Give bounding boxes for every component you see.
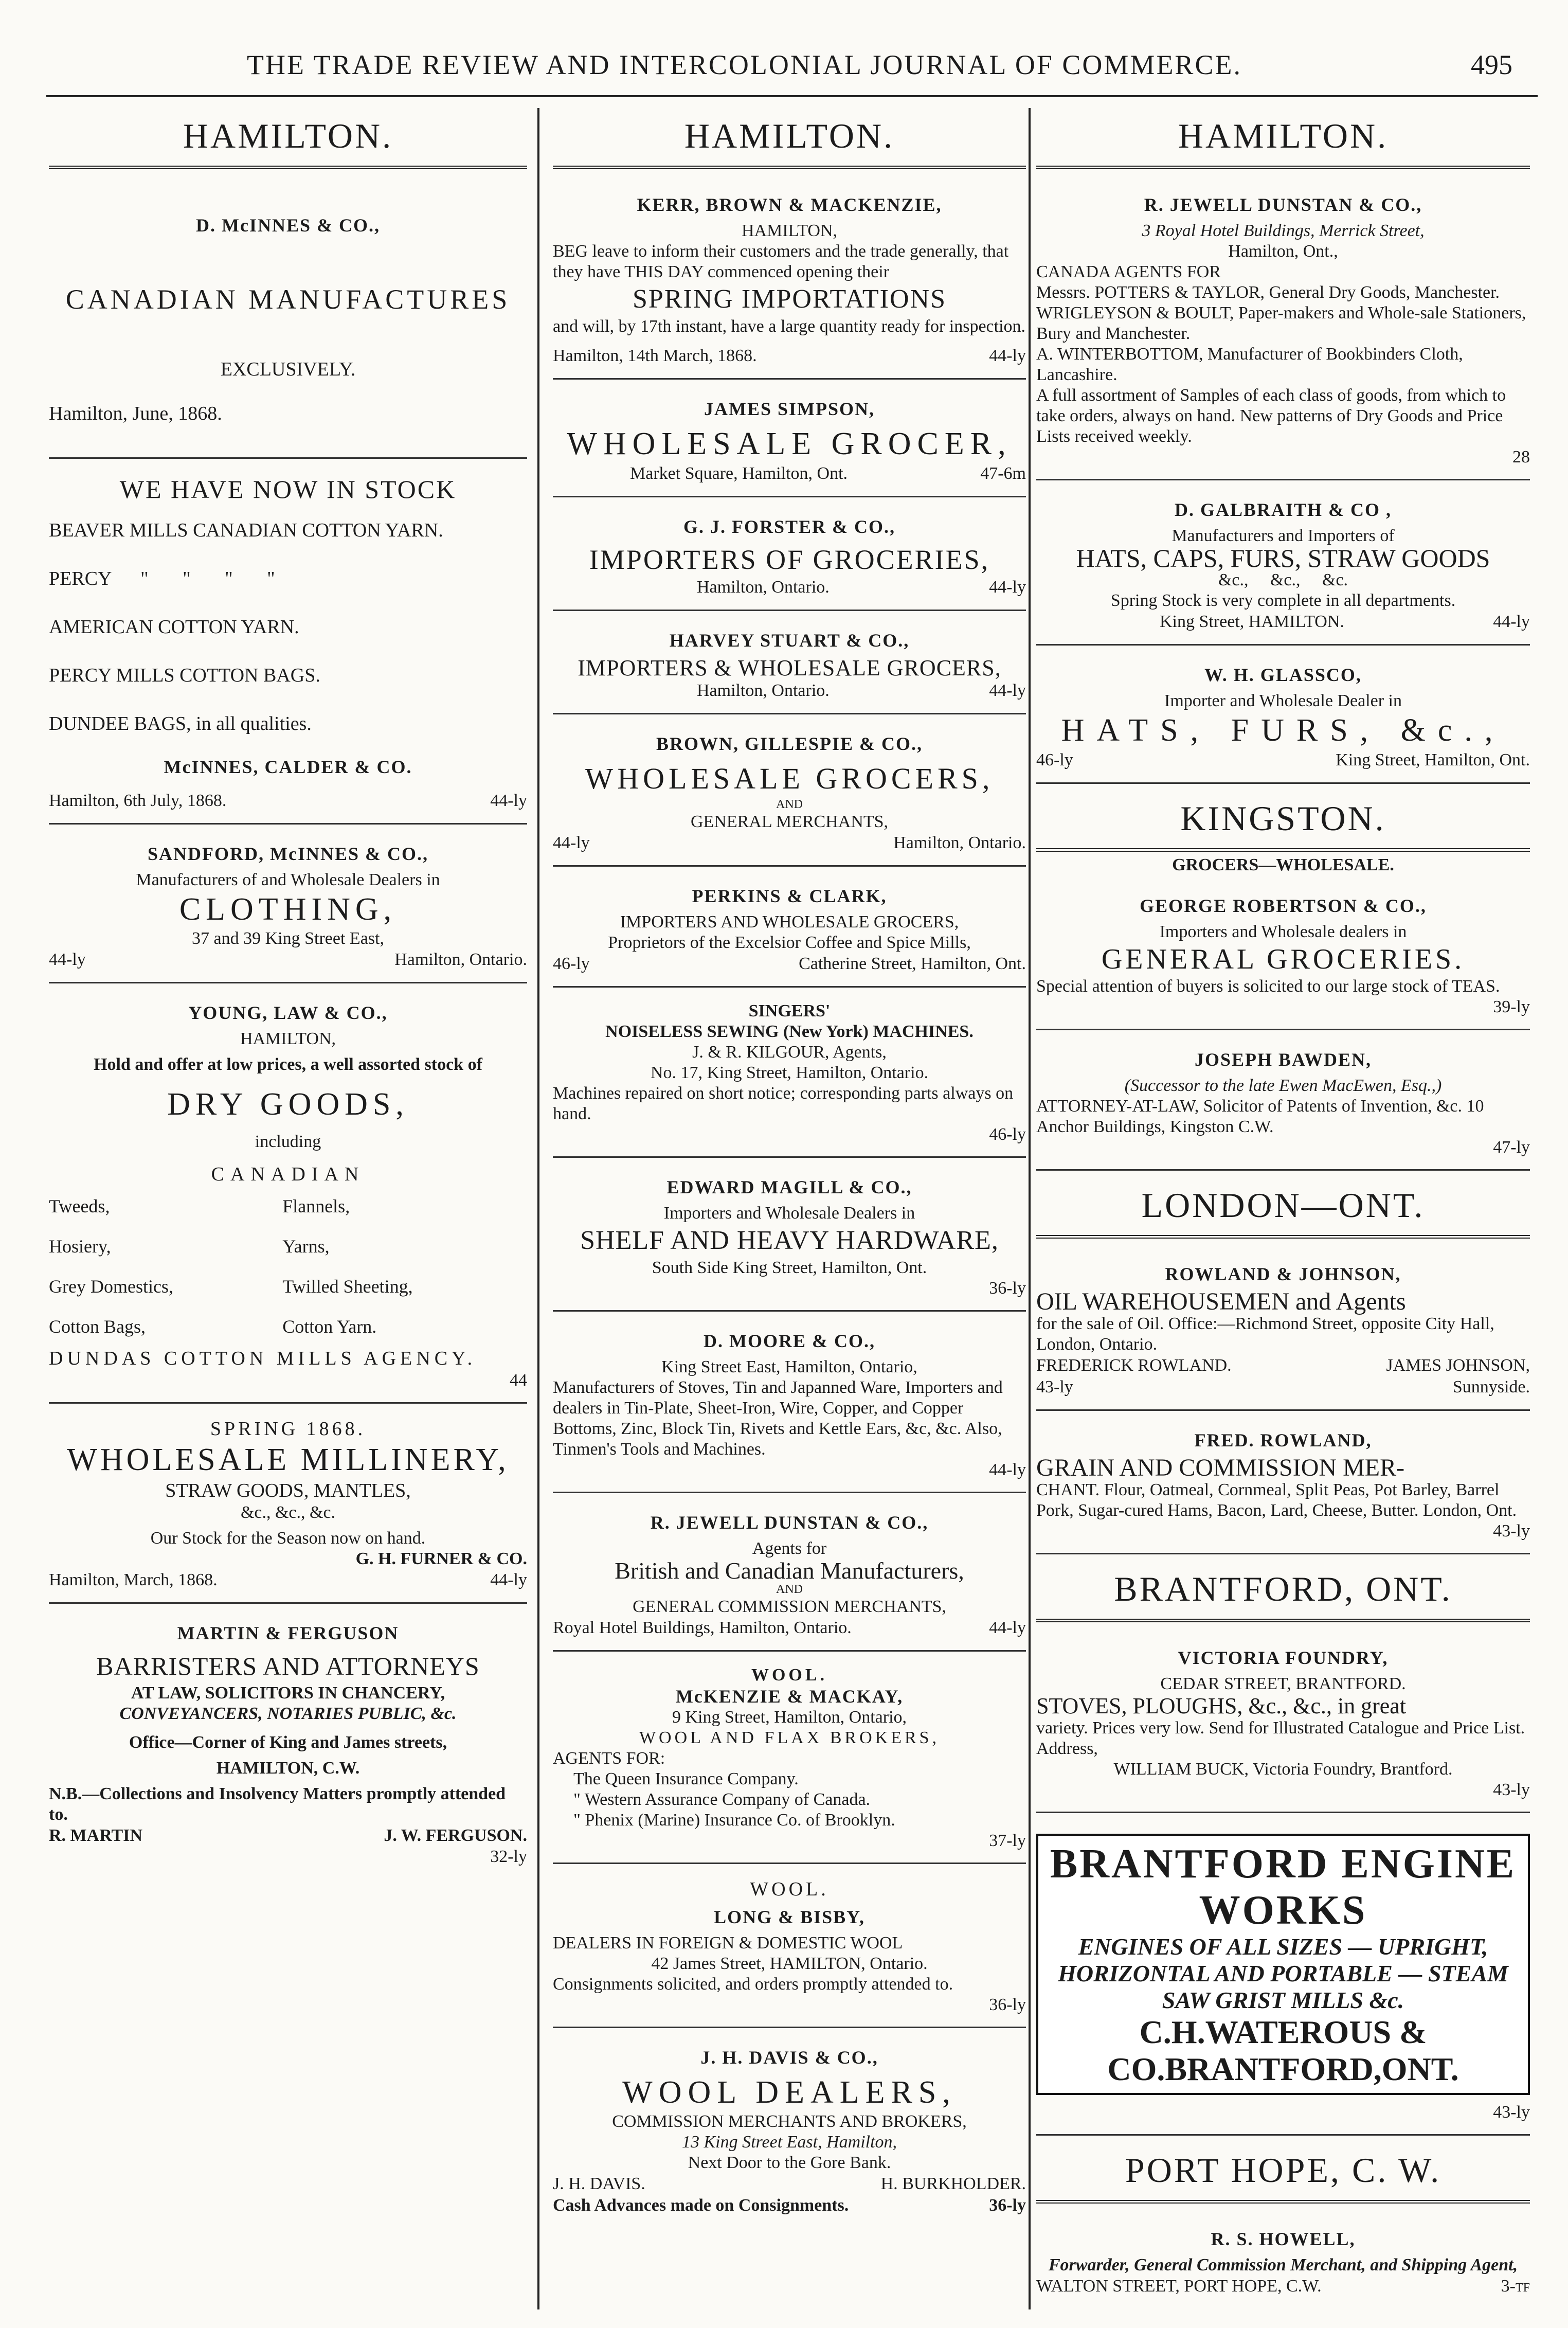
ad-text: Forwarder, General Commission Merchant, and Shipping Agent,	[1048, 2255, 1518, 2275]
ad-agents: J. & R. KILGOUR, Agents,	[692, 1043, 887, 1062]
ad-code: 36-ly	[989, 1279, 1026, 1298]
ad-left: R. MARTIN	[49, 1826, 143, 1845]
running-header: THE TRADE REVIEW AND INTERCOLONIAL JOURNAL OF COMMERCE.	[247, 49, 1242, 80]
ad-name: SANDFORD, McINNES & CO.,	[148, 844, 428, 864]
ad-nb: N.B.—Collections and Insolvency Matters promptly attended to.	[49, 1784, 506, 1824]
ad-sub: STRAW GOODS, MANTLES,	[165, 1480, 411, 1501]
ad-address: King Street East, Hamilton, Ontario,	[661, 1357, 917, 1376]
ad-headline: CANADIAN MANUFACTURES	[65, 284, 511, 315]
ad-code: 44-ly	[49, 950, 86, 969]
ad-code: 44	[510, 1371, 527, 1390]
page-number: 495	[1471, 49, 1512, 80]
goods-cell: Cotton Yarn.	[282, 1316, 377, 1337]
ad-address: CEDAR STREET, BRANTFORD.	[1160, 1674, 1406, 1693]
ad-cash: Cash Advances made on Consignments.	[553, 2196, 849, 2215]
logo-title: BRANTFORD ENGINE WORKS	[1050, 1841, 1517, 1933]
ad-season: SPRING 1868.	[210, 1418, 366, 1440]
logo-bottom: C.H.WATEROUS & CO.BRANTFORD,ONT.	[1107, 2014, 1459, 2087]
ad-simpson	[553, 389, 1026, 497]
ad-headline: STOVES, PLOUGHS, &c., &c., in great	[1036, 1693, 1407, 1718]
ad-victoria	[1036, 1638, 1530, 1813]
ad-sub: GENERAL MERCHANTS,	[690, 812, 889, 831]
ad-galbraith	[1036, 490, 1530, 646]
section-heading: KINGSTON.	[1036, 793, 1530, 852]
ad-office: Office—Corner of King and James streets,	[129, 1733, 447, 1752]
ad-furner	[49, 1413, 527, 1604]
ad-address: 37 and 39 King Street East,	[192, 929, 384, 948]
ad-headline: DEALERS IN FOREIGN & DOMESTIC WOOL	[553, 1933, 903, 1953]
goods-cell: Grey Domestics,	[49, 1276, 173, 1297]
ad-headline: NOISELESS SEWING (New York) MACHINES.	[605, 1022, 974, 1041]
ad-address: Royal Hotel Buildings, Hamilton, Ontario.	[553, 1618, 852, 1637]
ad-sub: Proprietors of the Excelsior Coffee and Spice Mills,	[608, 933, 971, 952]
ad-headline: GENERAL GROCERIES.	[1101, 943, 1465, 975]
ad-name: JOSEPH BAWDEN,	[1194, 1049, 1372, 1070]
stock-item: BEAVER MILLS CANADIAN COTTON YARN.	[49, 520, 443, 541]
ad-line: " Western Assurance Company of Canada.	[573, 1790, 871, 1809]
ad-address: 13 King Street East, Hamilton,	[681, 2133, 897, 2152]
ad-wool: WOOL.	[750, 1878, 829, 1900]
ad-city: Hamilton, Ont.,	[1228, 242, 1338, 261]
ad-name: EDWARD MAGILL & CO.,	[666, 1177, 912, 1197]
ad-address: 42 James Street, HAMILTON, Ontario.	[651, 1954, 928, 1973]
ad-headline: WHOLESALE GROCER,	[567, 426, 1012, 461]
ad-sub: Hold and offer at low prices, a well assorted stock of	[94, 1055, 482, 1074]
ad-place: Hamilton, March, 1868.	[49, 1570, 218, 1589]
ad-code: 43-ly	[1493, 1780, 1530, 1799]
ad-code: 44-ly	[490, 1570, 527, 1589]
ad-headline: IMPORTERS OF GROCERIES,	[589, 544, 990, 575]
ad-name: KERR, BROWN & MACKENZIE,	[637, 194, 942, 215]
ad-code: 46-ly	[553, 954, 590, 973]
ad-long	[553, 1873, 1026, 2028]
ad-left: FREDERICK ROWLAND.	[1036, 1356, 1232, 1375]
ad-bawden	[1036, 1040, 1530, 1171]
ad-name: ROWLAND & JOHNSON,	[1165, 1264, 1401, 1284]
ad-line: CONVEYANCERS, NOTARIES PUBLIC, &c.	[119, 1704, 457, 1723]
ad-name: PERKINS & CLARK,	[692, 886, 887, 906]
ad-headline: SPRING IMPORTATIONS	[632, 284, 947, 314]
ad-headline: WOOL AND FLAX BROKERS,	[639, 1728, 940, 1747]
ad-headline: British and Canadian Manufacturers,	[615, 1557, 964, 1584]
ad-line: A. WINTERBOTTOM, Manufacturer of Bookbinders Cloth, Lancashire.	[1036, 345, 1463, 384]
ad-stock	[49, 468, 527, 825]
ad-address: 9 King Street, Hamilton, Ontario,	[672, 1708, 907, 1727]
ad-young	[49, 993, 527, 1404]
ad-city: HAMILTON,	[741, 221, 838, 240]
ad-sub: COMMISSION MERCHANTS AND BROKERS,	[612, 2112, 967, 2131]
ad-brown	[553, 724, 1026, 867]
goods-cell: Cotton Bags,	[49, 1316, 146, 1337]
ad-city: HAMILTON,	[240, 1029, 336, 1048]
ad-dunstan-merrick	[1036, 185, 1530, 480]
ad-name: McKENZIE & MACKAY,	[675, 1686, 904, 1707]
stock-item: AMERICAN COTTON YARN.	[49, 616, 299, 638]
ad-code: 36-ly	[989, 1995, 1026, 2014]
ad-etc: &c., &c., &c.	[1218, 570, 1348, 589]
ad-name: R. JEWELL DUNSTAN & CO.,	[650, 1512, 929, 1533]
ad-code: 46-ly	[989, 1125, 1026, 1144]
ad-code: 44-ly	[490, 791, 527, 810]
ad-place: Hamilton, 14th March, 1868.	[553, 346, 757, 365]
ad-line: WRIGLEYSON & BOULT, Paper-makers and Whole-sale Stationers, Bury and Manchester.	[1036, 303, 1526, 343]
goods-cell: Twilled Sheeting,	[282, 1276, 413, 1297]
ad-headline: HATS, FURS, &c.,	[1061, 713, 1505, 748]
stock-item: DUNDEE BAGS, in all qualities.	[49, 713, 312, 735]
ad-sub: Importer and Wholesale Dealer in	[1164, 691, 1402, 710]
column-2	[553, 111, 1026, 2307]
column-1	[49, 111, 527, 2307]
ad-fred-rowland	[1036, 1420, 1530, 1554]
ad-address: Catherine Street, Hamilton, Ont.	[799, 954, 1026, 973]
ad-headline: CLOTHING,	[179, 892, 397, 927]
ad-headline: WHOLESALE MILLINERY,	[67, 1442, 509, 1477]
ad-right2: Sunnyside.	[1452, 1377, 1530, 1396]
ad-sub: Agents for	[752, 1539, 827, 1558]
ad-line: " Phenix (Marine) Insurance Co. of Brooklyn.	[573, 1811, 895, 1830]
ad-headline: GRAIN AND COMMISSION MER-	[1036, 1454, 1405, 1481]
ad-address: Hamilton, Ontario.	[893, 833, 1026, 852]
ad-mckenzie	[553, 1661, 1026, 1864]
ad-code: 44-ly	[553, 833, 590, 852]
ad-code: 37-ly	[989, 1831, 1026, 1850]
ad-headline: IMPORTERS & WHOLESALE GROCERS,	[578, 655, 1001, 681]
ad-code: 46-ly	[1036, 750, 1073, 769]
column-3	[1036, 111, 1530, 2307]
ad-moore	[553, 1321, 1026, 1493]
ad-line: AT LAW, SOLICITORS IN CHANCERY,	[131, 1684, 445, 1703]
ad-headline: WOOL DEALERS,	[622, 2075, 957, 2110]
ad-text: BEG leave to inform their customers and the trade generally, that they have THIS DAY commenced opening their	[553, 242, 1009, 281]
ad-text: CHANT. Flour, Oatmeal, Cornmeal, Split Peas, Pot Barley, Barrel Pork, Sugar-cured Hams, Bacon, Lard, Cheese, Butter. London, Ont.	[1036, 1480, 1517, 1520]
ad-howell	[1036, 2219, 1530, 2307]
ad-robertson	[1036, 886, 1530, 1030]
ad-code: 44-ly	[989, 1460, 1026, 1479]
ad-text: and will, by 17th instant, have a large quantity ready for inspection.	[553, 317, 1026, 336]
ad-sub: GENERAL COMMISSION MERCHANTS,	[633, 1597, 946, 1616]
ad-code: 44-ly	[989, 346, 1026, 365]
ad-headline: WE HAVE NOW IN STOCK	[119, 475, 457, 504]
ad-text: variety. Prices very low. Send for Illustrated Catalogue and Price List. Address,	[1036, 1718, 1525, 1758]
ad-code: 28	[1512, 447, 1530, 467]
ad-signature: McINNES, CALDER & CO.	[164, 757, 412, 777]
ad-name: G. J. FORSTER & CO.,	[683, 516, 896, 537]
ad-right: J. W. FERGUSON.	[384, 1826, 527, 1845]
goods-cell: Tweeds,	[49, 1196, 110, 1216]
goods-table	[49, 1186, 527, 1347]
ad-code: 43-ly	[1493, 2103, 1530, 2122]
ad-name: FRED. ROWLAND,	[1194, 1430, 1372, 1450]
ad-singers	[553, 997, 1026, 1158]
ad-mcinnes	[49, 185, 527, 459]
ad-code: 3-tf	[1501, 2277, 1530, 2296]
ad-agents: AGENTS FOR:	[553, 1749, 665, 1768]
ad-text: ATTORNEY-AT-LAW, Solicitor of Patents of Invention, &c. 10 Anchor Buildings, Kingston C.W.	[1036, 1097, 1484, 1136]
column-heading: HAMILTON.	[1036, 111, 1530, 169]
ad-address: King Street, Hamilton, Ont.	[1336, 750, 1530, 769]
ad-code: 32-ly	[490, 1847, 527, 1866]
ad-address: Market Square, Hamilton, Ont.	[630, 464, 848, 483]
ad-glassco	[1036, 655, 1530, 784]
engine-works-logo	[1036, 1834, 1530, 2095]
ad-line: The Queen Insurance Company.	[573, 1769, 799, 1788]
ad-code: 44-ly	[989, 681, 1026, 700]
ad-text: for the sale of Oil. Office:—Richmond Street, opposite City Hall, London, Ontario.	[1036, 1314, 1494, 1354]
ad-address: Hamilton, Ontario.	[697, 578, 830, 597]
stock-item: PERCY " " " "	[49, 568, 275, 589]
ad-name: LONG & BISBY,	[714, 1907, 865, 1927]
goods-cell: Flannels,	[282, 1196, 350, 1216]
ad-sub: Importers and Wholesale Dealers in	[663, 1204, 915, 1223]
ad-code: 36-ly	[989, 2196, 1026, 2215]
ad-sub: Importers and Wholesale dealers in	[1159, 922, 1407, 941]
ad-text: Our Stock for the Season now on hand.	[150, 1529, 426, 1548]
ad-name: D. MOORE & CO.,	[704, 1331, 875, 1351]
ad-sub: Manufacturers and Importers of	[1172, 526, 1395, 545]
ad-name: R. JEWELL DUNSTAN & CO.,	[1144, 194, 1422, 215]
ad-code: 44-ly	[1493, 612, 1530, 631]
ad-martin	[49, 1613, 527, 1878]
header-rule	[46, 95, 1538, 97]
ad-code: 47-6m	[980, 464, 1026, 483]
ad-text: Manufacturers of Stoves, Tin and Japanned Ware, Importers and dealers in Tin-Plate, Sheet-Iron, Wire, Copper, and Copper Bottoms, Zinc, Block Tin, Rivets and Kettle Ears, &c, &c. Also, Tinmen's Tools and Machines.	[553, 1378, 1003, 1459]
ad-code: 43-ly	[1493, 1521, 1530, 1541]
ad-engine-works	[1036, 1822, 1530, 2136]
ad-text: A full assortment of Samples of each class of goods, from which to take orders, always on hand. New patterns of Dry Goods and Price Lists received weekly.	[1036, 386, 1506, 446]
ad-name: R. S. HOWELL,	[1211, 2229, 1356, 2249]
ad-name: J. H. DAVIS & CO.,	[700, 2047, 878, 2068]
column-heading: HAMILTON.	[553, 111, 1026, 169]
ad-wool: WOOL.	[751, 1666, 828, 1685]
ad-address: No. 17, King Street, Hamilton, Ontario.	[650, 1063, 929, 1082]
ad-name: BROWN, GILLESPIE & CO.,	[656, 733, 923, 754]
ad-name: GEORGE ROBERTSON & CO.,	[1140, 896, 1427, 916]
ad-right: H. BURKHOLDER.	[880, 2174, 1026, 2193]
ad-name: VICTORIA FOUNDRY,	[1178, 1647, 1389, 1668]
ad-text: Consignments solicited, and orders promptly attended to.	[553, 1975, 953, 1994]
ad-headline: BARRISTERS AND ATTORNEYS	[96, 1652, 480, 1680]
ad-name: SINGERS'	[748, 1001, 831, 1020]
ad-name: D. GALBRAITH & CO ,	[1174, 499, 1392, 520]
ad-sub: (Successor to the late Ewen MacEwen, Esq.,)	[1124, 1076, 1442, 1095]
ad-canadian: CANADIAN	[211, 1163, 365, 1185]
ad-address: King Street, HAMILTON.	[1160, 612, 1344, 631]
ad-agents: CANADA AGENTS FOR	[1036, 262, 1221, 281]
ad-headline: IMPORTERS AND WHOLESALE GROCERS,	[620, 912, 959, 932]
ad-headline: OIL WAREHOUSEMEN and Agents	[1036, 1288, 1406, 1315]
ad-text: Special attention of buyers is solicited to our large stock of TEAS.	[1036, 977, 1500, 996]
ad-city: HAMILTON, C.W.	[216, 1759, 360, 1778]
ad-code: 43-ly	[1036, 1377, 1073, 1396]
section-heading: LONDON—ONT.	[1036, 1180, 1530, 1239]
ad-dunstan	[553, 1502, 1026, 1652]
logo-middle: ENGINES OF ALL SIZES — UPRIGHT, HORIZONTAL AND PORTABLE — STEAM SAW GRIST MILLS &c.	[1058, 1933, 1508, 2013]
column-rule-2	[1029, 108, 1031, 2309]
section-heading: PORT HOPE, C. W.	[1036, 2145, 1530, 2204]
ad-right: JAMES JOHNSON,	[1386, 1356, 1530, 1375]
ad-and: AND	[776, 798, 803, 811]
ad-address: South Side King Street, Hamilton, Ont.	[652, 1258, 927, 1277]
stock-item: PERCY MILLS COTTON BAGS.	[49, 665, 320, 686]
ad-sub: Manufacturers of and Wholesale Dealers in	[136, 870, 440, 889]
ad-address: 3 Royal Hotel Buildings, Merrick Street,	[1142, 221, 1425, 240]
ad-city: Hamilton, Ontario.	[394, 950, 527, 969]
section-heading: BRANTFORD, ONT.	[1036, 1564, 1530, 1622]
ad-headline: WHOLESALE GROCERS,	[585, 762, 994, 795]
ad-text: Spring Stock is very complete in all departments.	[1110, 591, 1456, 610]
ad-agency: DUNDAS COTTON MILLS AGENCY.	[49, 1348, 477, 1369]
ad-code: 44-ly	[989, 578, 1026, 597]
ad-code: 44-ly	[989, 1618, 1026, 1637]
ad-name: JAMES SIMPSON,	[704, 399, 875, 419]
ad-address: Hamilton, Ontario.	[697, 681, 830, 700]
ad-code: 47-ly	[1493, 1138, 1530, 1157]
ad-address: Next Door to the Gore Bank.	[688, 2153, 891, 2172]
ad-date: Hamilton, June, 1868.	[49, 403, 222, 424]
ad-code: 39-ly	[1493, 997, 1530, 1016]
ad-forster	[553, 507, 1026, 611]
ad-including: including	[255, 1132, 321, 1151]
ad-headline: SHELF AND HEAVY HARDWARE,	[580, 1226, 999, 1255]
ad-davis	[553, 2037, 1026, 2228]
ad-signature: WILLIAM BUCK, Victoria Foundry, Brantford.	[1113, 1760, 1453, 1779]
ad-left: J. H. DAVIS.	[553, 2174, 645, 2193]
ad-name: D. McINNES & CO.,	[196, 215, 380, 236]
ad-headline: DRY GOODS,	[167, 1087, 409, 1122]
ad-signature: G. H. FURNER & CO.	[355, 1549, 527, 1568]
column-rule-1	[537, 108, 539, 2309]
ad-kerr	[553, 185, 1026, 380]
ad-sandford	[49, 834, 527, 983]
ad-perkins	[553, 876, 1026, 988]
ad-and: AND	[776, 1583, 803, 1596]
ad-name: YOUNG, LAW & CO.,	[188, 1002, 388, 1023]
ad-etc: &c., &c., &c.	[240, 1503, 336, 1522]
ad-place: Hamilton, 6th July, 1868.	[49, 791, 227, 810]
goods-cell: Yarns,	[282, 1236, 330, 1257]
ad-name: W. H. GLASSCO,	[1204, 665, 1362, 685]
ad-harvey	[553, 620, 1026, 714]
goods-cell: Hosiery,	[49, 1236, 111, 1257]
ad-address: WALTON STREET, PORT HOPE, C.W.	[1036, 2277, 1322, 2296]
ad-rowland-johnson	[1036, 1254, 1530, 1411]
ad-name: MARTIN & FERGUSON	[177, 1623, 399, 1643]
ad-text: Machines repaired on short notice; corresponding parts always on hand.	[553, 1084, 1014, 1123]
section-category: GROCERS—WHOLESALE.	[1172, 855, 1394, 874]
ad-sub: EXCLUSIVELY.	[220, 359, 356, 380]
column-heading: HAMILTON.	[49, 111, 527, 169]
ad-line: Messrs. POTTERS & TAYLOR, General Dry Goods, Manchester.	[1036, 283, 1500, 302]
ad-name: HARVEY STUART & CO.,	[669, 630, 910, 651]
ad-magill	[553, 1167, 1026, 1312]
ad-headline: HATS, CAPS, FURS, STRAW GOODS	[1076, 544, 1490, 572]
